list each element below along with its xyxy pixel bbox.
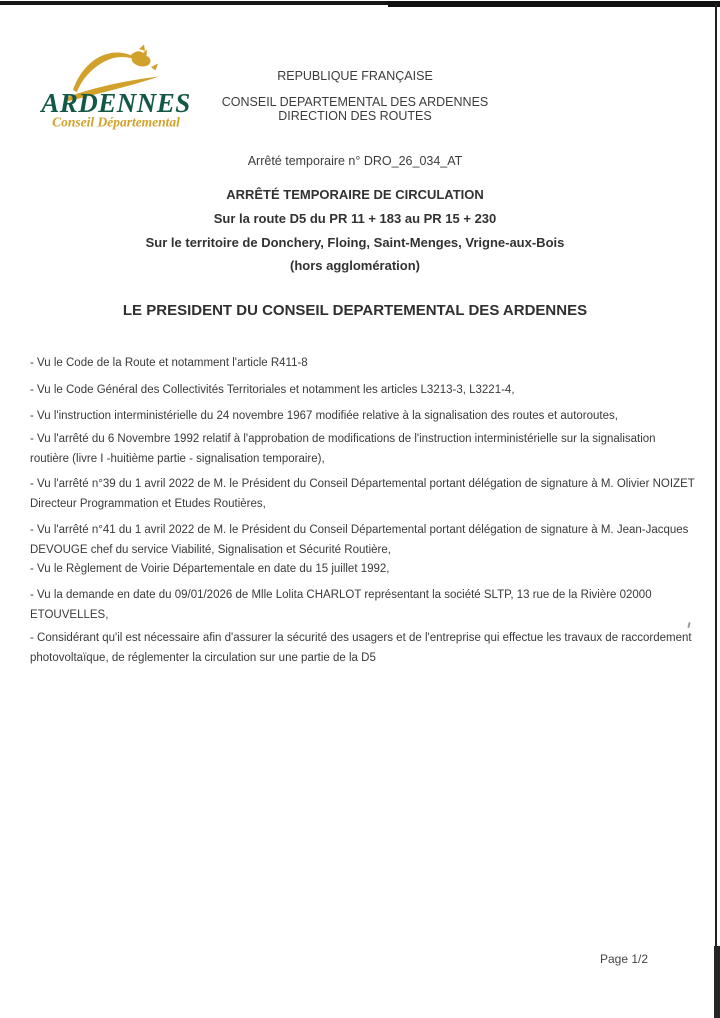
scan-edge-right-line bbox=[715, 3, 717, 1018]
header-line-conseil: CONSEIL DEPARTEMENTAL DES ARDENNES bbox=[221, 95, 489, 109]
recital-arrete-n41: - Vu l'arrêté n°41 du 1 avril 2022 de M. le Président du Conseil Départemental portant délégation de signature à M. Jean-Jacques DEVOUGE chef du service Viabilité, Signalisation et Sécurité Routière, bbox=[30, 523, 689, 556]
recital-instruction-1967: - Vu l'instruction interministérielle du 24 novembre 1967 modifiée relative à la signalisation des routes et autoroutes, bbox=[30, 409, 618, 422]
scan-edge-right-bottom bbox=[714, 946, 720, 1018]
boar-ear-path bbox=[139, 45, 145, 52]
recital-reglement-voirie: - Vu le Règlement de Voirie Départementale en date du 15 juillet 1992, bbox=[30, 562, 390, 575]
recital-code-collectivites: - Vu le Code Général des Collectivités Territoriales et notamment les articles L3213-3, L3221-4, bbox=[30, 383, 515, 396]
subject-territory: Sur le territoire de Donchery, Floing, Saint-Menges, Vrigne-aux-Bois bbox=[145, 235, 565, 250]
page-number-label: Page 1/2 bbox=[600, 952, 649, 966]
boar-head-path bbox=[131, 50, 150, 67]
recital-considerant: - Considérant qu'il est nécessaire afin d'assurer la sécurité des usagers et de l'entreprise qui effectue les travaux de raccordement photovoltaïque, de réglementer la circulation sur une partie de la D5 bbox=[30, 631, 692, 664]
subject-agglomeration: (hors agglomération) bbox=[289, 258, 420, 273]
recital-code-route: - Vu le Code de la Route et notamment l'article R411-8 bbox=[30, 356, 308, 369]
logo-subtitle: Conseil Départemental bbox=[52, 114, 180, 130]
header-line-republique: REPUBLIQUE FRANÇAISE bbox=[277, 69, 433, 83]
recital-arrete-n39: - Vu l'arrêté n°39 du 1 avril 2022 de M. le Président du Conseil Départemental portant délégation de signature à M. Olivier NOIZET Directeur Programmation et Etudes Routières, bbox=[30, 477, 695, 510]
subject-route: Sur la route D5 du PR 11 + 183 au PR 15 + 230 bbox=[213, 211, 497, 226]
arrete-reference: Arrêté temporaire n° DRO_26_034_AT bbox=[247, 154, 463, 168]
subject-title: ARRÊTÉ TEMPORAIRE DE CIRCULATION bbox=[226, 187, 484, 202]
header-line-direction: DIRECTION DES ROUTES bbox=[278, 109, 432, 123]
president-title: LE PRESIDENT DU CONSEIL DEPARTEMENTAL DES ARDENNES bbox=[122, 302, 588, 319]
scan-edge-top-right bbox=[388, 1, 720, 7]
recital-arrete-1992: - Vu l'arrêté du 6 Novembre 1992 relatif à l'approbation de modifications de l'instruction interministérielle sur la signalisation routière (livre I -huitième partie - signalisation temporaire), bbox=[30, 432, 656, 465]
recital-demande: - Vu la demande en date du 09/01/2026 de Mlle Lolita CHARLOT représentant la société SLTP, 13 rue de la Rivière 02000 ETOUVELLES, bbox=[30, 588, 652, 621]
logo-wordmark: ARDENNES bbox=[41, 88, 191, 118]
